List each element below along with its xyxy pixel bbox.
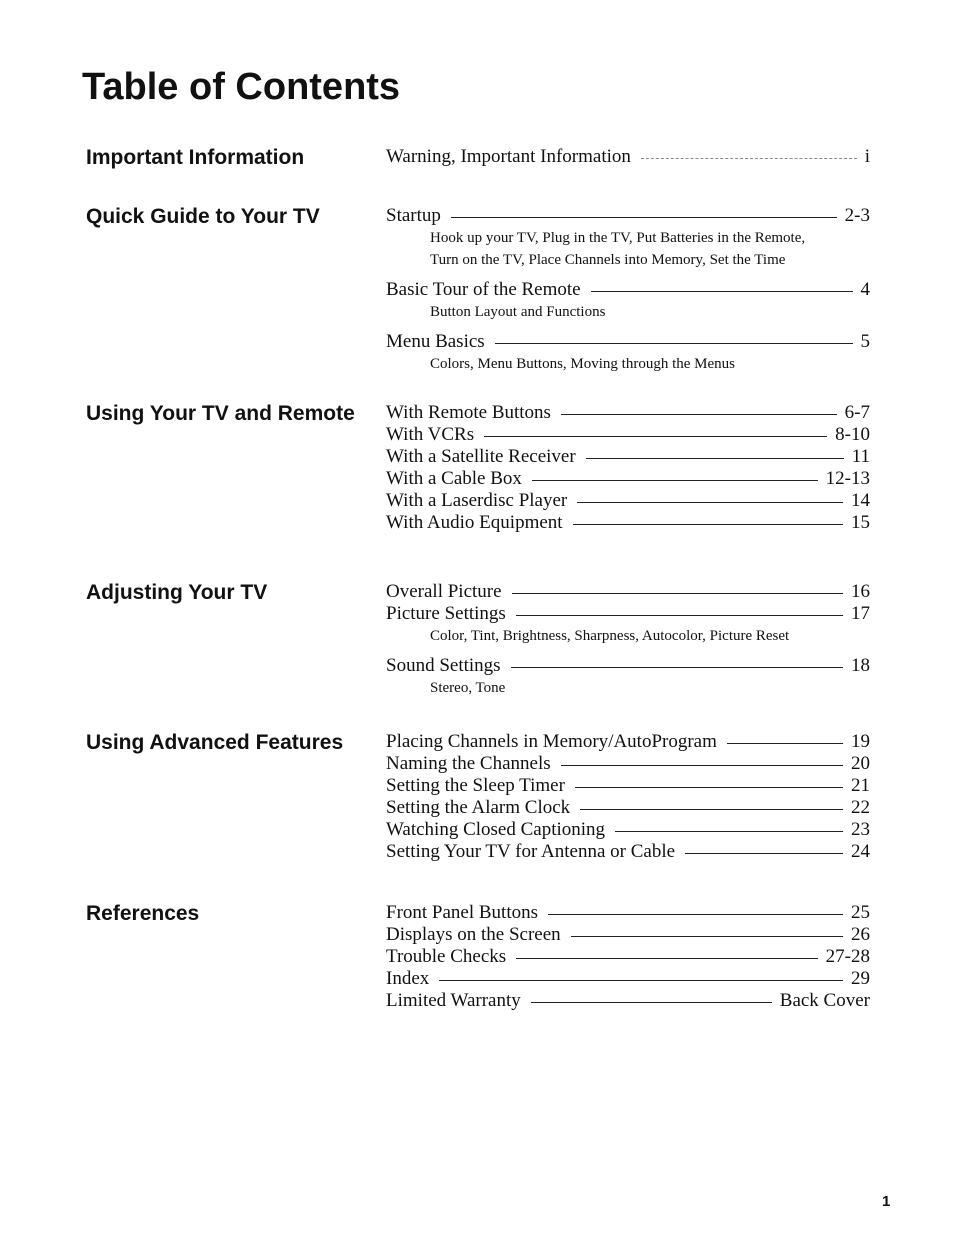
entry-page: 8-10 [835,424,870,445]
dot-leader [586,458,844,459]
entry-page: 15 [851,512,870,533]
entry-page: 29 [851,968,870,989]
entry-label: Trouble Checks [386,946,507,967]
entry-page: 2-3 [844,205,870,226]
entry-row [386,731,870,753]
toc-entry[interactable] [386,775,870,797]
dot-leader [575,787,843,788]
dot-leader [591,291,853,292]
entry-row [386,924,870,946]
entry-list [386,581,870,707]
toc-entry[interactable] [386,655,870,707]
entry-row [386,490,870,512]
entry-label: Setting the Alarm Clock [386,797,571,818]
entry-subtopics: Stereo, Tone [430,680,506,696]
entry-row [386,446,870,468]
entry-page: 26 [851,924,870,945]
dot-leader [484,436,827,437]
entry-row [386,279,870,301]
dot-leader [531,1002,772,1003]
entry-label: With a Laserdisc Player [386,490,568,511]
entry-row [386,902,870,924]
section-heading: Quick Guide to Your TV [86,205,320,228]
toc-entry[interactable] [386,603,870,655]
entry-row [386,775,870,797]
entry-label: Picture Settings [386,603,506,624]
section-heading: Important Information [86,146,305,169]
entry-list [386,902,870,1012]
dot-leader [512,593,843,594]
entry-row [386,512,870,534]
entry-label: With Remote Buttons [386,402,551,423]
toc-entry[interactable] [386,146,870,168]
entry-page: 24 [851,841,870,862]
entry-page: 12-13 [825,468,870,489]
entry-page: 21 [851,775,870,796]
dot-leader [516,615,843,616]
entry-subtopics: Colors, Menu Buttons, Moving through the Menus [430,356,736,372]
toc-entry[interactable] [386,841,870,863]
entry-page: 22 [851,797,870,818]
toc-entry[interactable] [386,512,870,534]
entry-row [386,841,870,863]
entry-list [386,731,870,863]
entry-label: Watching Closed Captioning [386,819,606,840]
toc-entry[interactable] [386,797,870,819]
entry-row [386,797,870,819]
toc-entry[interactable] [386,731,870,753]
page-title: Table of Contents [82,66,401,108]
entry-row [386,146,870,168]
dot-leader [451,217,837,218]
entry-row [386,655,870,677]
entry-label: With a Satellite Receiver [386,446,576,467]
entry-page: 17 [851,603,870,624]
entry-list [386,146,870,168]
dot-leader [727,743,843,744]
dot-leader [615,831,843,832]
entry-row [386,990,870,1012]
entry-page: 16 [851,581,870,602]
entry-row [386,402,870,424]
entry-label: With Audio Equipment [386,512,563,533]
dot-leader [685,853,843,854]
entry-label: Overall Picture [386,581,502,602]
dot-leader [439,980,843,981]
entry-page: 14 [851,490,870,511]
section-heading: Adjusting Your TV [86,581,268,604]
entry-label: Naming the Channels [386,753,551,774]
entry-page: i [864,146,870,167]
toc-entry[interactable] [386,205,870,279]
entry-row [386,205,870,227]
entry-page: 27-28 [825,946,870,967]
dot-leader [577,502,843,503]
entry-row [386,946,870,968]
entry-label: Limited Warranty [386,990,521,1011]
entry-label: Basic Tour of the Remote [386,279,581,300]
toc-entry[interactable] [386,924,870,946]
entry-page: 18 [851,655,870,676]
dot-leader [573,524,843,525]
entry-label: Placing Channels in Memory/AutoProgram [386,731,717,752]
toc-entry[interactable] [386,490,870,512]
entry-row [386,331,870,353]
entry-row [386,468,870,490]
dot-leader [495,343,853,344]
entry-row [386,753,870,775]
dot-leader [561,414,837,415]
entry-row [386,968,870,990]
entry-page: 4 [860,279,870,300]
dot-leader [561,765,843,766]
section-heading: References [86,902,200,925]
entry-label: Sound Settings [386,655,501,676]
toc-entry[interactable] [386,402,870,424]
section-heading: Using Advanced Features [86,731,344,754]
toc-entry[interactable] [386,753,870,775]
entry-page: 5 [860,331,870,352]
entry-row [386,424,870,446]
dot-leader [516,958,818,959]
entry-page: 19 [851,731,870,752]
entry-subtopics: Button Layout and Functions [430,304,606,320]
dot-leader [580,809,843,810]
entry-subtopics: Hook up your TV, Plug in the TV, Put Batteries in the Remote, [430,230,806,246]
toc-entry[interactable] [386,446,870,468]
entry-label: Setting the Sleep Timer [386,775,565,796]
toc-entry[interactable] [386,968,870,990]
entry-label: Warning, Important Information [386,146,631,167]
dot-leader [571,936,843,937]
toc-entry[interactable] [386,424,870,446]
dot-leader [548,914,843,915]
entry-list [386,402,870,534]
entry-page: 20 [851,753,870,774]
entry-page: Back Cover [779,990,870,1011]
dot-leader [641,158,857,159]
entry-label: Front Panel Buttons [386,902,539,923]
toc-entry[interactable] [386,331,870,383]
toc-entry[interactable] [386,990,870,1012]
entry-subtopics: Color, Tint, Brightness, Sharpness, Autocolor, Picture Reset [430,628,790,644]
section-heading: Using Your TV and Remote [86,402,355,425]
entry-label: Displays on the Screen [386,924,561,945]
dot-leader [532,480,818,481]
entry-subtopics: Turn on the TV, Place Channels into Memory, Set the Time [430,252,786,268]
page-number: 1 [882,1193,891,1210]
toc-entry[interactable] [386,581,870,603]
entry-label: Setting Your TV for Antenna or Cable [386,841,676,862]
dot-leader [511,667,843,668]
entry-label: With a Cable Box [386,468,522,489]
entry-row [386,603,870,625]
toc-entry[interactable] [386,819,870,841]
toc-entry[interactable] [386,902,870,924]
entry-page: 25 [851,902,870,923]
entry-label: Startup [386,205,441,226]
entry-label: Menu Basics [386,331,485,352]
entry-row [386,819,870,841]
entry-label: With VCRs [386,424,475,445]
entry-label: Index [386,968,430,989]
entry-page: 11 [851,446,870,467]
entry-row [386,581,870,603]
entry-page: 23 [851,819,870,840]
entry-list [386,205,870,383]
entry-page: 6-7 [844,402,870,423]
toc-entry[interactable] [386,279,870,331]
toc-entry[interactable] [386,946,870,968]
toc-entry[interactable] [386,468,870,490]
